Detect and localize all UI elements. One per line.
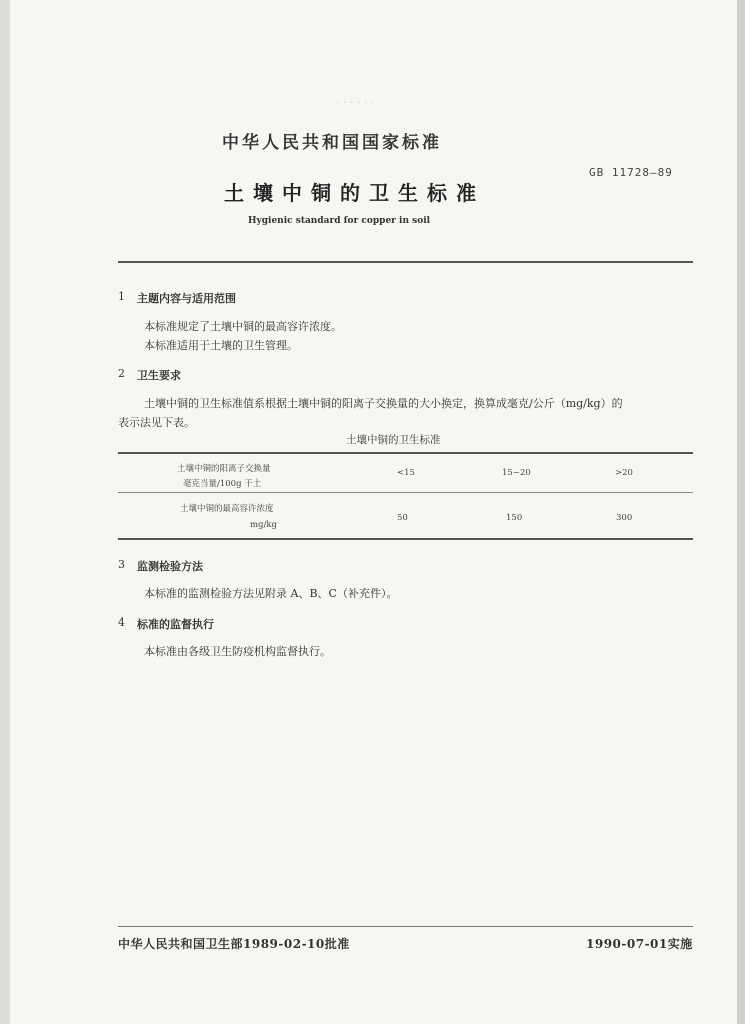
document-title: 土壤中铜的卫生标准 [224, 181, 485, 205]
section-number: 3 [118, 558, 125, 571]
issuer-heading: 中华人民共和国国家标准 [222, 133, 442, 153]
approval-date: 中华人民共和国卫生部1989-02-10批准 [118, 937, 350, 951]
section-2-paragraph: 土壤中铜的卫生标准值系根据土壤中铜的阳离子交换量的大小换定，换算成毫克/公斤（mg/kg）的 [144, 397, 623, 410]
footer-rule [118, 926, 693, 927]
implementation-date: 1990-07-01实施 [586, 937, 693, 951]
section-number: 1 [118, 290, 125, 303]
table-row-label: 毫克当量/100g 干土 [183, 479, 262, 489]
document-subtitle: Hygienic standard for copper in soil [248, 216, 431, 226]
table-row-label: 土壤中铜的阳离子交换量 [177, 464, 271, 474]
standard-code: GB 11728—89 [589, 166, 673, 179]
section-title: 主题内容与适用范围 [137, 292, 236, 305]
section-title: 卫生要求 [137, 369, 181, 382]
section-title: 监测检验方法 [137, 560, 203, 573]
header-rule [118, 261, 693, 263]
table-mid-rule [118, 492, 693, 493]
section-1-paragraph: 本标准规定了土壤中铜的最高容许浓度。 [144, 320, 342, 333]
bleed-through-text: · · · · · · [336, 96, 375, 109]
table-cell: >20 [615, 468, 633, 478]
table-cell: 300 [616, 513, 633, 523]
section-number: 4 [118, 616, 125, 629]
table-row-label: 土壤中铜的最高容许浓度 [180, 504, 274, 514]
section-1-paragraph: 本标准适用于土壤的卫生管理。 [144, 339, 298, 352]
table-cell: 15~20 [502, 468, 531, 478]
table-cell: <15 [397, 468, 415, 478]
section-number: 2 [118, 367, 125, 380]
table-cell: 150 [506, 513, 523, 523]
table-bottom-rule [118, 538, 693, 540]
table-cell: 50 [397, 513, 408, 523]
section-4-paragraph: 本标准由各级卫生防疫机构监督执行。 [144, 645, 331, 658]
table-row-label: mg/kg [250, 520, 277, 530]
table-caption: 土壤中铜的卫生标准 [346, 434, 441, 446]
table-top-rule [118, 452, 693, 454]
section-3-paragraph: 本标准的监测检验方法见附录 A、B、C（补充件）。 [144, 587, 398, 600]
section-title: 标准的监督执行 [137, 618, 214, 631]
section-2-paragraph: 表示法见下表。 [118, 416, 195, 429]
